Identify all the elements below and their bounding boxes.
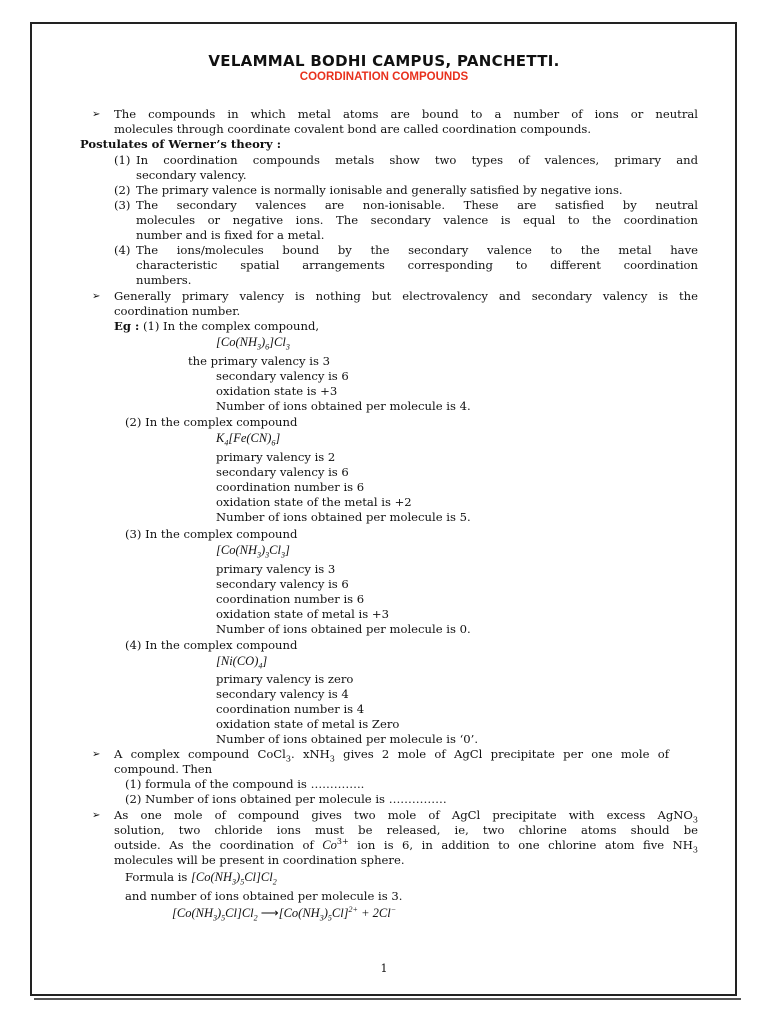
page-number: 1 [380, 962, 388, 975]
example-4-line: secondary valency is 4 [216, 687, 349, 701]
formula-3: $[Co(NH_3)_3Cl_3]$ [216, 543, 290, 560]
example-3-line: Number of ions obtained per molecule is 0. [216, 622, 471, 636]
text-line: solution, two chloride ions must be released, ie, two chlorine atoms should be [114, 823, 698, 837]
text-line: The compounds in which metal atoms are bound to a number of ions or neutral [114, 107, 698, 121]
example-2-intro: (2) In the complex compound [125, 415, 298, 429]
text-line: Generally primary valency is nothing but electrovalency and secondary valency is the [114, 289, 698, 303]
example-1-line: secondary valency is 6 [216, 369, 349, 383]
text-line: molecules through coordinate covalent bond are called coordination compounds. [114, 122, 592, 136]
example-4-intro: (4) In the complex compound [125, 638, 298, 652]
page-title: VELAMMAL BODHI CAMPUS, PANCHETTI. [208, 52, 560, 70]
example-4-line: primary valency is zero [216, 672, 354, 686]
text-line: secondary valency. [136, 168, 247, 182]
bullet-icon: ➢ [92, 291, 101, 302]
postulate-3 [136, 198, 698, 243]
postulate-4 [136, 243, 698, 288]
general-paragraph [114, 289, 698, 319]
postulate-2: The primary valence is normally ionisable and generally satisfied by negative ions. [136, 183, 623, 197]
bullet-icon: ➢ [92, 810, 101, 821]
example-2-line: Number of ions obtained per molecule is 5. [216, 510, 471, 524]
postulate-number: (2) [114, 183, 131, 197]
page-subtitle: COORDINATION COMPOUNDS [299, 71, 469, 83]
intro-paragraph [114, 107, 698, 137]
example-4-line: oxidation state of metal is Zero [216, 717, 400, 731]
answer-paragraph [114, 808, 698, 868]
ions-line: and number of ions obtained per molecule is 3. [125, 889, 403, 903]
text-line: number and is fixed for a metal. [136, 228, 325, 242]
postulate-1 [136, 153, 698, 183]
text-line: coordination number. [114, 304, 241, 318]
postulates-heading: Postulates of Werner’s theory : [80, 137, 281, 151]
example-2-line: oxidation state of the metal is +2 [216, 495, 412, 509]
formula-4: $[Ni(CO)_4]$ [216, 654, 268, 671]
text-line: compound. Then [114, 762, 213, 776]
text-line: numbers. [136, 273, 192, 287]
postulate-number: (1) [114, 153, 131, 167]
eg-label: Eg : [114, 319, 140, 333]
bullet-icon: ➢ [92, 749, 101, 760]
example-1-intro [114, 319, 319, 334]
question-item: (2) Number of ions obtained per molecule is …………… [125, 792, 447, 806]
bullet-icon: ➢ [92, 109, 101, 120]
text-line: The ions/molecules bound by the secondary valence to the metal have [136, 243, 698, 257]
example-3-line: coordination number is 6 [216, 592, 365, 606]
example-3-line: primary valency is 3 [216, 562, 336, 576]
reaction-equation: $[Co(NH_3)_5Cl]Cl_2$ $⟶[Co(NH_3)_5Cl]^{2+} + 2Cl^-$ [172, 904, 397, 923]
text-line: characteristic spatial arrangements corresponding to different coordination [136, 258, 698, 272]
example-2-line: coordination number is 6 [216, 480, 365, 494]
example-1-line: oxidation state is +3 [216, 384, 338, 398]
text-line: outside. As the coordination of $Co^{3+}$ ion is 6, in addition to one chlorine atom five $NH_3$ [114, 837, 698, 855]
example-4-line: coordination number is 4 [216, 702, 365, 716]
example-4-line: Number of ions obtained per molecule is ‘0’. [216, 732, 479, 746]
postulate-number: (4) [114, 243, 131, 257]
reaction-arrow-icon: ⟶ [260, 906, 279, 920]
question-item: (1) formula of the compound is ………….. [125, 777, 365, 791]
example-3-intro: (3) In the complex compound [125, 527, 298, 541]
formula-1: $[Co(NH_3)_6]Cl_3$ [216, 335, 290, 352]
example-1-line: Number of ions obtained per molecule is 4. [216, 399, 471, 413]
text-line: A complex compound CoCl$_3$. xNH$_3$ gives 2 mole of AgCl precipitate per one mole of [114, 747, 669, 764]
question-paragraph [114, 747, 669, 777]
text-line: The secondary valences are non-ionisable. These are satisfied by neutral [136, 198, 698, 212]
example-3-line: secondary valency is 6 [216, 577, 349, 591]
example-1-line: the primary valency is 3 [188, 354, 330, 368]
example-2-line: primary valency is 2 [216, 450, 336, 464]
formula-2: $K_4[Fe(CN)_6]$ [216, 431, 281, 448]
text-line: molecules will be present in coordination sphere. [114, 853, 405, 867]
example-2-line: secondary valency is 6 [216, 465, 349, 479]
example-intro-text: (1) In the complex compound, [142, 319, 320, 333]
text-line: molecules or negative ions. The secondary valence is equal to the coordination [136, 213, 698, 227]
text-line: As one mole of compound gives two mole of AgCl precipitate with excess AgNO$_3$ [114, 808, 698, 825]
text-line: In coordination compounds metals show two types of valences, primary and [136, 153, 698, 167]
example-3-line: oxidation state of metal is +3 [216, 607, 389, 621]
formula-line: Formula is $[Co(NH_3)_5Cl]Cl_2$ [125, 870, 277, 887]
postulate-number: (3) [114, 198, 131, 212]
